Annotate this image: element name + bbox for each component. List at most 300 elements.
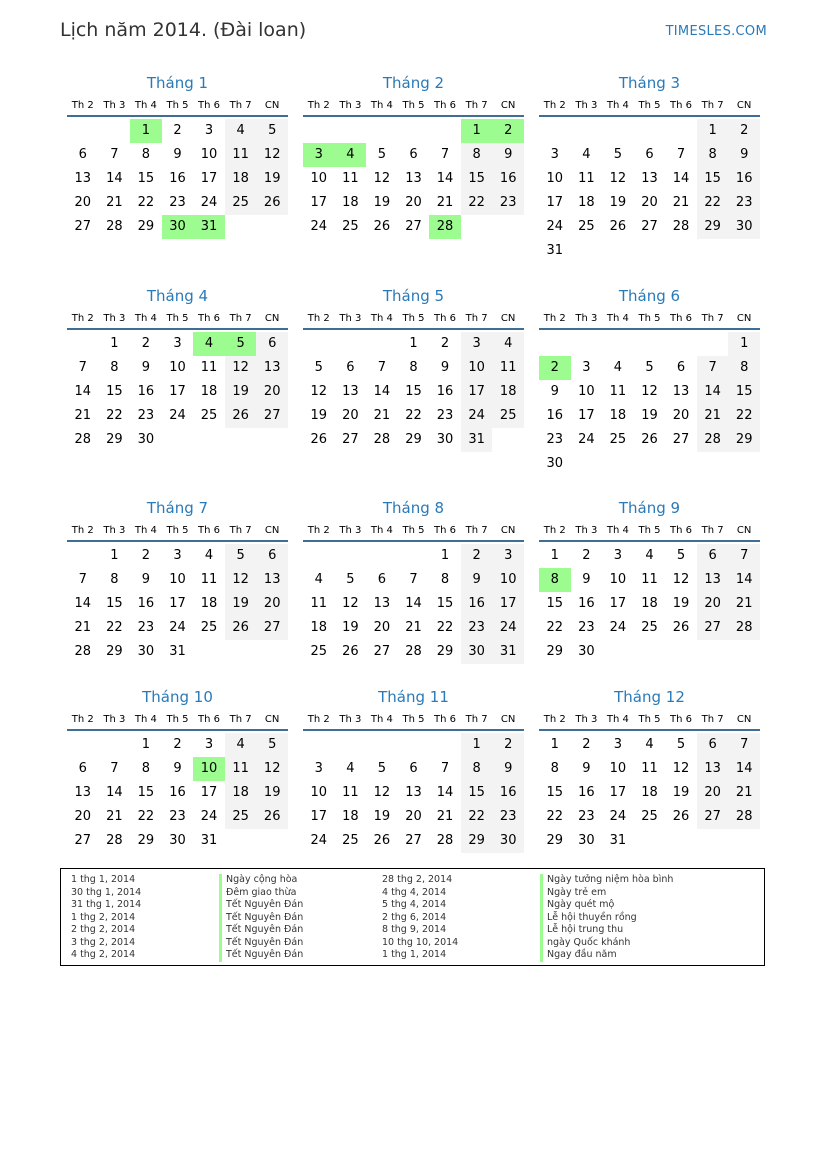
day-cell: 13: [641, 171, 658, 186]
weekday-label: Th 3: [339, 525, 362, 536]
weekday-label: Th 2: [543, 714, 566, 725]
day-cell: 13: [697, 568, 729, 592]
day-cell: 15: [137, 171, 155, 186]
day-grid: [539, 733, 760, 853]
day-cell: 23: [137, 408, 155, 423]
day-cell: 10: [200, 147, 218, 162]
empty-cell: [634, 332, 666, 356]
day-cell: 15: [137, 785, 155, 800]
weekday-label: Th 3: [575, 714, 598, 725]
weekday-label: Th 2: [543, 525, 566, 536]
day-cell: 17: [310, 195, 328, 210]
day-cell: 18: [641, 596, 658, 611]
day-cell: 27: [342, 432, 359, 447]
day-cell: 6: [697, 733, 729, 757]
day-cell: 28: [106, 833, 123, 848]
day-cell: 15: [546, 596, 564, 611]
day-cell: 7: [409, 572, 418, 587]
day-cell: 11: [225, 757, 257, 781]
weekday-label: Th 5: [166, 100, 189, 111]
day-cell: 19: [256, 781, 288, 805]
holiday-date: 1 thg 1, 2014: [71, 874, 136, 885]
day-grid: [303, 733, 524, 853]
weekday-label: Th 6: [434, 100, 457, 111]
day-cell: 2: [141, 548, 151, 563]
day-cell: 11: [641, 761, 658, 776]
day-cell: 14: [728, 757, 760, 781]
day-cell: 22: [546, 620, 564, 635]
weekday-label: CN: [264, 714, 280, 725]
day-cell: 21: [436, 195, 454, 210]
day-cell: 24: [310, 219, 328, 234]
weekday-label: Th 2: [307, 525, 330, 536]
day-cell: 16: [492, 167, 524, 191]
day-cell: 5: [346, 572, 355, 587]
day-cell: 26: [641, 432, 658, 447]
holiday-date: 3 thg 2, 2014: [71, 936, 136, 948]
day-cell: 12: [672, 572, 690, 587]
day-cell: 11: [578, 171, 595, 186]
day-cell: 15: [106, 596, 123, 611]
weekday-label: Th 7: [701, 313, 724, 324]
holiday-date: 1 thg 2, 2014: [71, 911, 136, 923]
day-cell: 18: [310, 620, 328, 635]
day-cell: 5: [225, 544, 257, 568]
day-cell: 22: [546, 809, 564, 824]
empty-cell: [634, 119, 666, 143]
day-cell: 26: [342, 644, 359, 659]
day-cell: 7: [676, 147, 686, 162]
day-cell: 13: [672, 384, 690, 399]
day-cell: 18: [200, 384, 218, 399]
day-cell: 23: [169, 809, 186, 824]
day-cell: 17: [169, 384, 186, 399]
day-cell: 29: [405, 432, 422, 447]
day-cell: 30: [137, 432, 155, 447]
day-cell: 8: [141, 761, 151, 776]
holiday-date: 5 thg 4, 2014: [382, 899, 447, 910]
day-cell: 30: [578, 644, 595, 659]
day-cell: 7: [440, 147, 450, 162]
day-cell: 12: [310, 384, 328, 399]
day-cell: 19: [373, 809, 391, 824]
weekday-label: Th 4: [370, 714, 393, 725]
day-cell: 29: [106, 432, 123, 447]
day-cell: 12: [256, 757, 288, 781]
day-cell: 3: [204, 123, 214, 138]
weekday-header: [539, 711, 760, 731]
weekday-label: Th 4: [606, 100, 629, 111]
day-cell: 12: [342, 596, 359, 611]
day-cell: 10: [193, 757, 225, 781]
day-cell: 1: [440, 548, 450, 563]
day-cell: 28: [697, 428, 729, 452]
day-cell: 2: [582, 737, 591, 752]
day-cell: 5: [314, 360, 323, 375]
weekday-label: Th 4: [134, 313, 157, 324]
day-cell: 22: [697, 191, 729, 215]
empty-cell: [366, 332, 398, 356]
day-cell: 16: [169, 171, 186, 186]
day-cell: 11: [310, 596, 328, 611]
day-cell: 5: [377, 147, 387, 162]
day-cell: 8: [110, 360, 119, 375]
day-grid: [539, 119, 760, 263]
day-cell: 21: [672, 195, 690, 210]
day-cell: 30: [436, 432, 454, 447]
day-cell: 19: [373, 195, 391, 210]
day-cell: 5: [613, 147, 623, 162]
month-title: Tháng 11: [378, 688, 449, 706]
day-grid: [303, 544, 524, 664]
day-cell: 6: [346, 360, 355, 375]
day-cell: 10: [461, 356, 493, 380]
day-cell: 14: [74, 384, 92, 399]
day-cell: 6: [676, 360, 686, 375]
day-cell: 24: [546, 219, 564, 234]
day-cell: 14: [436, 785, 454, 800]
holiday-name: Tết Nguyên Đán: [219, 949, 303, 962]
day-cell: 5: [256, 733, 288, 757]
weekday-label: Th 7: [465, 313, 488, 324]
month-8: [303, 498, 524, 664]
day-cell: 11: [342, 171, 359, 186]
empty-cell: [366, 119, 398, 143]
month-3: [539, 73, 760, 263]
day-cell: 15: [461, 167, 493, 191]
day-cell: 27: [697, 805, 729, 829]
day-cell: 12: [609, 171, 627, 186]
weekday-label: Th 5: [402, 525, 425, 536]
month-title: Tháng 9: [618, 499, 681, 517]
day-cell: 15: [728, 380, 760, 404]
holiday-list: [60, 868, 765, 966]
day-cell: 4: [492, 332, 524, 356]
day-cell: 4: [645, 548, 654, 563]
day-cell: 23: [546, 432, 564, 447]
day-cell: 28: [74, 644, 92, 659]
day-cell: 19: [672, 785, 690, 800]
month-title: Tháng 8: [382, 499, 445, 517]
month-9: [539, 498, 760, 664]
day-cell: 1: [461, 733, 493, 757]
day-cell: 1: [550, 548, 559, 563]
empty-cell: [366, 733, 398, 757]
weekday-label: Th 5: [402, 100, 425, 111]
empty-cell: [67, 544, 99, 568]
day-cell: 20: [697, 592, 729, 616]
weekday-label: Th 7: [229, 714, 252, 725]
day-cell: 28: [405, 644, 422, 659]
day-cell: 2: [492, 733, 524, 757]
day-cell: 25: [200, 620, 218, 635]
day-cell: 24: [578, 432, 595, 447]
weekday-label: Th 4: [134, 100, 157, 111]
weekday-label: CN: [736, 100, 752, 111]
month-title: Tháng 1: [146, 74, 209, 92]
day-cell: 22: [106, 408, 123, 423]
weekday-header: [539, 522, 760, 542]
day-cell: 28: [74, 432, 92, 447]
holiday-name: Tết Nguyên Đán: [219, 899, 303, 912]
weekday-header: [67, 310, 288, 330]
holiday-dates-right: [382, 874, 458, 962]
day-cell: 2: [461, 544, 493, 568]
day-cell: 8: [440, 572, 450, 587]
day-grid: [67, 733, 288, 853]
weekday-header: [539, 97, 760, 117]
weekday-label: Th 3: [103, 100, 126, 111]
weekday-label: Th 3: [575, 100, 598, 111]
day-cell: 11: [342, 785, 359, 800]
day-cell: 15: [697, 167, 729, 191]
day-cell: 18: [641, 785, 658, 800]
weekday-label: Th 6: [198, 100, 221, 111]
day-cell: 9: [461, 568, 493, 592]
weekday-label: Th 7: [465, 100, 488, 111]
day-cell: 24: [310, 833, 328, 848]
day-cell: 10: [609, 572, 627, 587]
day-cell: 29: [461, 829, 493, 853]
weekday-label: Th 4: [134, 525, 157, 536]
day-cell: 22: [461, 805, 493, 829]
day-cell: 10: [578, 384, 595, 399]
day-cell: 26: [373, 219, 391, 234]
day-cell: 14: [672, 171, 690, 186]
day-cell: 26: [256, 805, 288, 829]
day-cell: 5: [225, 332, 257, 356]
day-cell: 28: [672, 219, 690, 234]
holiday-name: Ngày trẻ em: [540, 887, 673, 900]
day-cell: 6: [697, 544, 729, 568]
day-cell: 17: [609, 596, 627, 611]
month-1: [67, 73, 288, 239]
empty-cell: [665, 332, 697, 356]
day-cell: 8: [728, 356, 760, 380]
day-cell: 26: [672, 809, 690, 824]
day-cell: 20: [74, 809, 92, 824]
day-cell: 14: [106, 171, 123, 186]
day-cell: 5: [645, 360, 654, 375]
day-cell: 18: [609, 408, 627, 423]
day-grid: [539, 544, 760, 664]
day-cell: 2: [440, 336, 450, 351]
weekday-label: Th 5: [402, 714, 425, 725]
day-cell: 30: [137, 644, 155, 659]
day-cell: 13: [405, 171, 422, 186]
weekday-label: Th 4: [134, 714, 157, 725]
day-cell: 22: [436, 620, 454, 635]
day-cell: 26: [225, 616, 257, 640]
day-cell: 5: [676, 737, 686, 752]
day-cell: 25: [225, 191, 257, 215]
day-cell: 18: [578, 195, 595, 210]
weekday-label: Th 4: [606, 525, 629, 536]
brand-link[interactable]: TIMESLES.COM: [665, 24, 767, 39]
holiday-date: 8 thg 9, 2014: [382, 924, 447, 935]
day-cell: 9: [582, 572, 591, 587]
weekday-label: Th 2: [307, 313, 330, 324]
day-cell: 7: [697, 356, 729, 380]
day-cell: 4: [645, 737, 654, 752]
day-cell: 3: [173, 336, 182, 351]
day-cell: 19: [225, 592, 257, 616]
weekday-label: Th 6: [670, 100, 693, 111]
day-cell: 11: [200, 360, 218, 375]
day-cell: 23: [137, 620, 155, 635]
weekday-label: CN: [264, 525, 280, 536]
day-cell: 12: [373, 171, 391, 186]
holiday-date: 31 thg 1, 2014: [71, 899, 142, 910]
empty-cell: [303, 119, 335, 143]
weekday-header: [303, 522, 524, 542]
day-cell: 3: [582, 360, 591, 375]
day-cell: 20: [256, 592, 288, 616]
weekday-label: Th 6: [434, 525, 457, 536]
day-cell: 31: [609, 833, 627, 848]
day-grid: [303, 119, 524, 239]
day-cell: 4: [613, 360, 623, 375]
holiday-date: 28 thg 2, 2014: [382, 874, 453, 885]
day-cell: 14: [697, 380, 729, 404]
day-cell: 25: [609, 432, 627, 447]
day-cell: 25: [641, 809, 658, 824]
empty-cell: [571, 119, 603, 143]
weekday-label: CN: [264, 313, 280, 324]
day-cell: 27: [641, 219, 658, 234]
weekday-label: Th 4: [370, 525, 393, 536]
day-cell: 24: [609, 620, 627, 635]
weekday-label: Th 7: [701, 100, 724, 111]
day-cell: 15: [106, 384, 123, 399]
day-cell: 3: [314, 761, 323, 776]
day-cell: 10: [169, 572, 186, 587]
empty-cell: [429, 119, 461, 143]
day-cell: 16: [137, 384, 155, 399]
empty-cell: [303, 733, 335, 757]
day-cell: 17: [200, 171, 218, 186]
day-cell: 3: [461, 332, 493, 356]
day-cell: 1: [141, 737, 151, 752]
weekday-label: Th 6: [198, 714, 221, 725]
weekday-label: Th 7: [701, 525, 724, 536]
day-cell: 26: [672, 620, 690, 635]
weekday-label: Th 6: [198, 525, 221, 536]
day-cell: 31: [193, 215, 225, 239]
day-cell: 1: [550, 737, 559, 752]
month-2: [303, 73, 524, 239]
day-cell: 9: [141, 572, 151, 587]
day-cell: 8: [461, 143, 493, 167]
weekday-header: [539, 310, 760, 330]
day-cell: 2: [141, 336, 151, 351]
day-cell: 23: [461, 616, 493, 640]
day-cell: 1: [461, 119, 493, 143]
empty-cell: [665, 119, 697, 143]
day-cell: 3: [613, 548, 623, 563]
weekday-label: Th 7: [465, 714, 488, 725]
weekday-label: Th 2: [71, 100, 94, 111]
day-cell: 17: [310, 809, 328, 824]
day-cell: 18: [200, 596, 218, 611]
day-cell: 27: [405, 833, 422, 848]
page-title: Lịch năm 2014. (Đài loan): [60, 19, 307, 41]
weekday-header: [67, 97, 288, 117]
day-cell: 21: [728, 592, 760, 616]
day-cell: 27: [373, 644, 391, 659]
day-cell: 24: [169, 620, 186, 635]
day-cell: 16: [546, 408, 564, 423]
day-cell: 12: [256, 143, 288, 167]
day-cell: 27: [405, 219, 422, 234]
day-cell: 4: [225, 733, 257, 757]
weekday-label: Th 7: [229, 100, 252, 111]
day-cell: 14: [728, 568, 760, 592]
day-cell: 12: [225, 356, 257, 380]
day-cell: 7: [110, 761, 119, 776]
day-cell: 9: [582, 761, 591, 776]
day-cell: 13: [256, 356, 288, 380]
day-grid: [67, 332, 288, 452]
empty-cell: [539, 119, 571, 143]
day-cell: 19: [256, 167, 288, 191]
day-cell: 11: [492, 356, 524, 380]
day-cell: 29: [546, 833, 564, 848]
day-cell: 6: [78, 147, 87, 162]
day-cell: 12: [373, 785, 391, 800]
day-cell: 14: [436, 171, 454, 186]
weekday-label: Th 3: [103, 313, 126, 324]
day-cell: 19: [225, 380, 257, 404]
weekday-label: CN: [500, 714, 516, 725]
day-cell: 13: [342, 384, 359, 399]
day-cell: 23: [492, 805, 524, 829]
day-cell: 28: [373, 432, 391, 447]
day-cell: 6: [645, 147, 654, 162]
day-cell: 17: [578, 408, 595, 423]
day-cell: 27: [74, 833, 92, 848]
day-cell: 8: [697, 143, 729, 167]
day-cell: 26: [310, 432, 328, 447]
empty-cell: [67, 332, 99, 356]
month-title: Tháng 2: [382, 74, 445, 92]
weekday-label: Th 5: [166, 313, 189, 324]
day-cell: 28: [106, 219, 123, 234]
day-cell: 29: [546, 644, 564, 659]
weekday-header: [67, 711, 288, 731]
holiday-name: Tết Nguyên Đán: [219, 924, 303, 937]
day-cell: 22: [137, 195, 155, 210]
day-cell: 23: [728, 191, 760, 215]
day-cell: 20: [405, 809, 422, 824]
weekday-label: CN: [736, 525, 752, 536]
weekday-label: Th 5: [638, 100, 661, 111]
empty-cell: [99, 119, 131, 143]
day-cell: 30: [162, 215, 194, 239]
day-grid: [67, 119, 288, 239]
weekday-label: Th 4: [370, 100, 393, 111]
holiday-names-right: [540, 874, 673, 962]
day-cell: 7: [110, 147, 119, 162]
day-cell: 4: [193, 332, 225, 356]
day-cell: 9: [440, 360, 450, 375]
day-cell: 2: [539, 356, 571, 380]
day-cell: 19: [672, 596, 690, 611]
holiday-date: 1 thg 1, 2014: [382, 949, 447, 960]
weekday-label: CN: [736, 313, 752, 324]
day-cell: 31: [546, 243, 564, 258]
weekday-label: CN: [264, 100, 280, 111]
